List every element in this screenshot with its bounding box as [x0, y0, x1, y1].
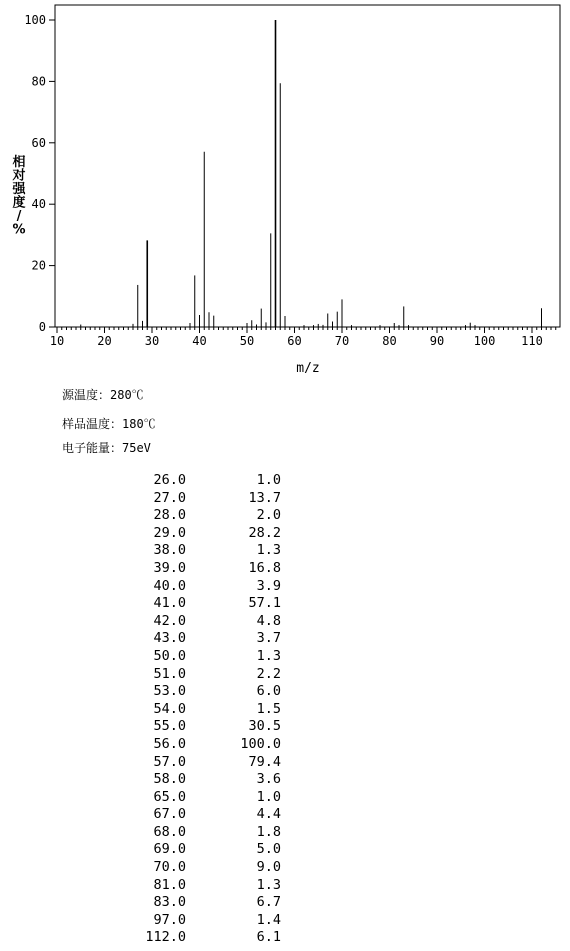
peak-mz: 97.0	[153, 911, 186, 928]
peak-mz: 58.0	[153, 771, 186, 788]
peak-abundance: 6.0	[256, 683, 281, 700]
peak-mz: 38.0	[153, 542, 186, 559]
peak-row	[112, 912, 281, 930]
peak-abundance: 1.3	[256, 876, 281, 893]
peak-abundance: 28.2	[248, 524, 281, 541]
x-tick-label: 10	[49, 334, 65, 348]
x-tick-label: 20	[97, 334, 112, 348]
peak-row	[112, 929, 281, 947]
electron-energy: 电子能量：75eV	[62, 441, 151, 455]
peak-mz: 53.0	[153, 683, 186, 700]
x-tick-label: 80	[382, 334, 397, 348]
peak-mz: 70.0	[153, 859, 186, 876]
peak-abundance: 13.7	[248, 489, 281, 506]
peak-abundance: 1.0	[256, 472, 281, 488]
peak-abundance: 1.5	[256, 700, 281, 717]
peak-row	[112, 718, 281, 736]
x-tick-label: 40	[192, 334, 207, 348]
y-axis-label-char: 强	[12, 182, 26, 197]
peak-abundance: 1.3	[256, 542, 281, 559]
peak-row	[112, 613, 281, 631]
plot-border	[55, 5, 560, 327]
peak-mz: 26.0	[153, 472, 186, 488]
y-axis-label-char: 相	[12, 155, 26, 170]
peak-row	[112, 525, 281, 543]
peak-mz: 40.0	[153, 577, 186, 594]
peak-abundance: 2.0	[256, 507, 281, 524]
x-tick-label: 60	[287, 334, 302, 348]
peak-abundance: 1.4	[256, 911, 281, 928]
peak-mz: 112.0	[145, 929, 186, 946]
spectrum-bars	[81, 20, 542, 327]
y-axis-label-char: %	[12, 222, 26, 238]
peak-mz: 57.0	[153, 753, 186, 770]
peak-mz: 81.0	[153, 876, 186, 893]
mass-spectrum-chart	[0, 0, 570, 385]
y-tick-label: 100	[24, 13, 46, 27]
peak-abundance: 4.8	[256, 612, 281, 629]
peak-row	[112, 560, 281, 578]
plot-frame	[55, 5, 560, 327]
y-axis-ticks	[24, 13, 55, 334]
peak-row	[112, 542, 281, 560]
peak-abundance: 4.4	[256, 806, 281, 823]
peak-abundance: 3.7	[256, 630, 281, 647]
peak-abundance: 30.5	[248, 718, 281, 735]
peak-row	[112, 789, 281, 807]
peak-abundance: 100.0	[240, 735, 281, 752]
peak-abundance: 79.4	[248, 753, 281, 770]
peak-mz: 83.0	[153, 894, 186, 911]
peak-abundance: 2.2	[256, 665, 281, 682]
peak-row	[112, 771, 281, 789]
peak-row	[112, 578, 281, 596]
x-tick-label: 110	[521, 334, 543, 348]
peak-row	[112, 507, 281, 525]
peak-abundance: 57.1	[248, 595, 281, 612]
peak-abundance: 6.7	[256, 894, 281, 911]
peak-row	[112, 841, 281, 859]
peak-abundance: 16.8	[248, 559, 281, 576]
peak-table	[112, 472, 281, 947]
peak-row	[112, 859, 281, 877]
peak-row	[112, 701, 281, 719]
y-tick-label: 20	[31, 258, 46, 273]
peak-abundance: 9.0	[256, 859, 281, 876]
x-tick-label: 70	[334, 334, 350, 348]
peak-row	[112, 754, 281, 772]
y-axis-label-char: 度	[12, 195, 26, 211]
peak-mz: 28.0	[153, 507, 186, 524]
peak-row	[112, 648, 281, 666]
peak-abundance: 6.1	[256, 929, 281, 946]
x-tick-label: 100	[473, 334, 496, 348]
peak-row	[112, 472, 281, 490]
peak-mz: 29.0	[153, 524, 186, 541]
peak-mz: 65.0	[153, 788, 186, 805]
peak-row	[112, 683, 281, 701]
peak-abundance: 1.8	[256, 823, 281, 840]
peak-row	[112, 630, 281, 648]
peak-row	[112, 490, 281, 508]
y-tick-label: 80	[31, 74, 46, 89]
peak-row	[112, 824, 281, 842]
peak-abundance: 3.6	[256, 771, 281, 788]
y-axis-label-char: 对	[12, 168, 26, 184]
peak-row	[112, 894, 281, 912]
peak-mz: 27.0	[153, 489, 186, 506]
peak-row	[112, 806, 281, 824]
y-axis-label	[11, 154, 26, 238]
peak-abundance: 3.9	[256, 577, 281, 594]
sample-temperature: 样品温度：180℃	[62, 417, 156, 431]
peak-mz: 69.0	[153, 841, 186, 858]
y-tick-label: 0	[38, 320, 46, 334]
peak-mz: 39.0	[153, 559, 186, 576]
source-temperature: 源温度：280℃	[62, 388, 144, 402]
peak-mz: 50.0	[153, 647, 186, 664]
x-tick-label: 50	[239, 334, 255, 348]
peak-mz: 41.0	[153, 595, 186, 612]
peak-row	[112, 595, 281, 613]
peak-mz: 43.0	[153, 630, 186, 647]
x-tick-label: 90	[429, 334, 445, 348]
peak-row	[112, 666, 281, 684]
x-axis-label: m/z	[296, 361, 320, 376]
peak-abundance: 1.0	[256, 788, 281, 805]
peak-row	[112, 736, 281, 754]
y-tick-label: 40	[31, 197, 46, 212]
x-tick-label: 30	[144, 334, 160, 348]
peak-mz: 51.0	[153, 665, 186, 682]
peak-mz: 54.0	[153, 700, 186, 717]
peak-mz: 56.0	[153, 735, 186, 752]
peak-mz: 67.0	[153, 806, 186, 823]
peak-mz: 68.0	[153, 823, 186, 840]
peak-abundance: 5.0	[256, 841, 281, 858]
peak-row	[112, 877, 281, 895]
peak-mz: 55.0	[153, 718, 186, 735]
peak-mz: 42.0	[153, 612, 186, 629]
y-tick-label: 60	[31, 135, 46, 150]
peak-abundance: 1.3	[256, 647, 281, 664]
x-axis-ticks	[50, 327, 543, 348]
y-axis-label-char: /	[16, 209, 22, 224]
